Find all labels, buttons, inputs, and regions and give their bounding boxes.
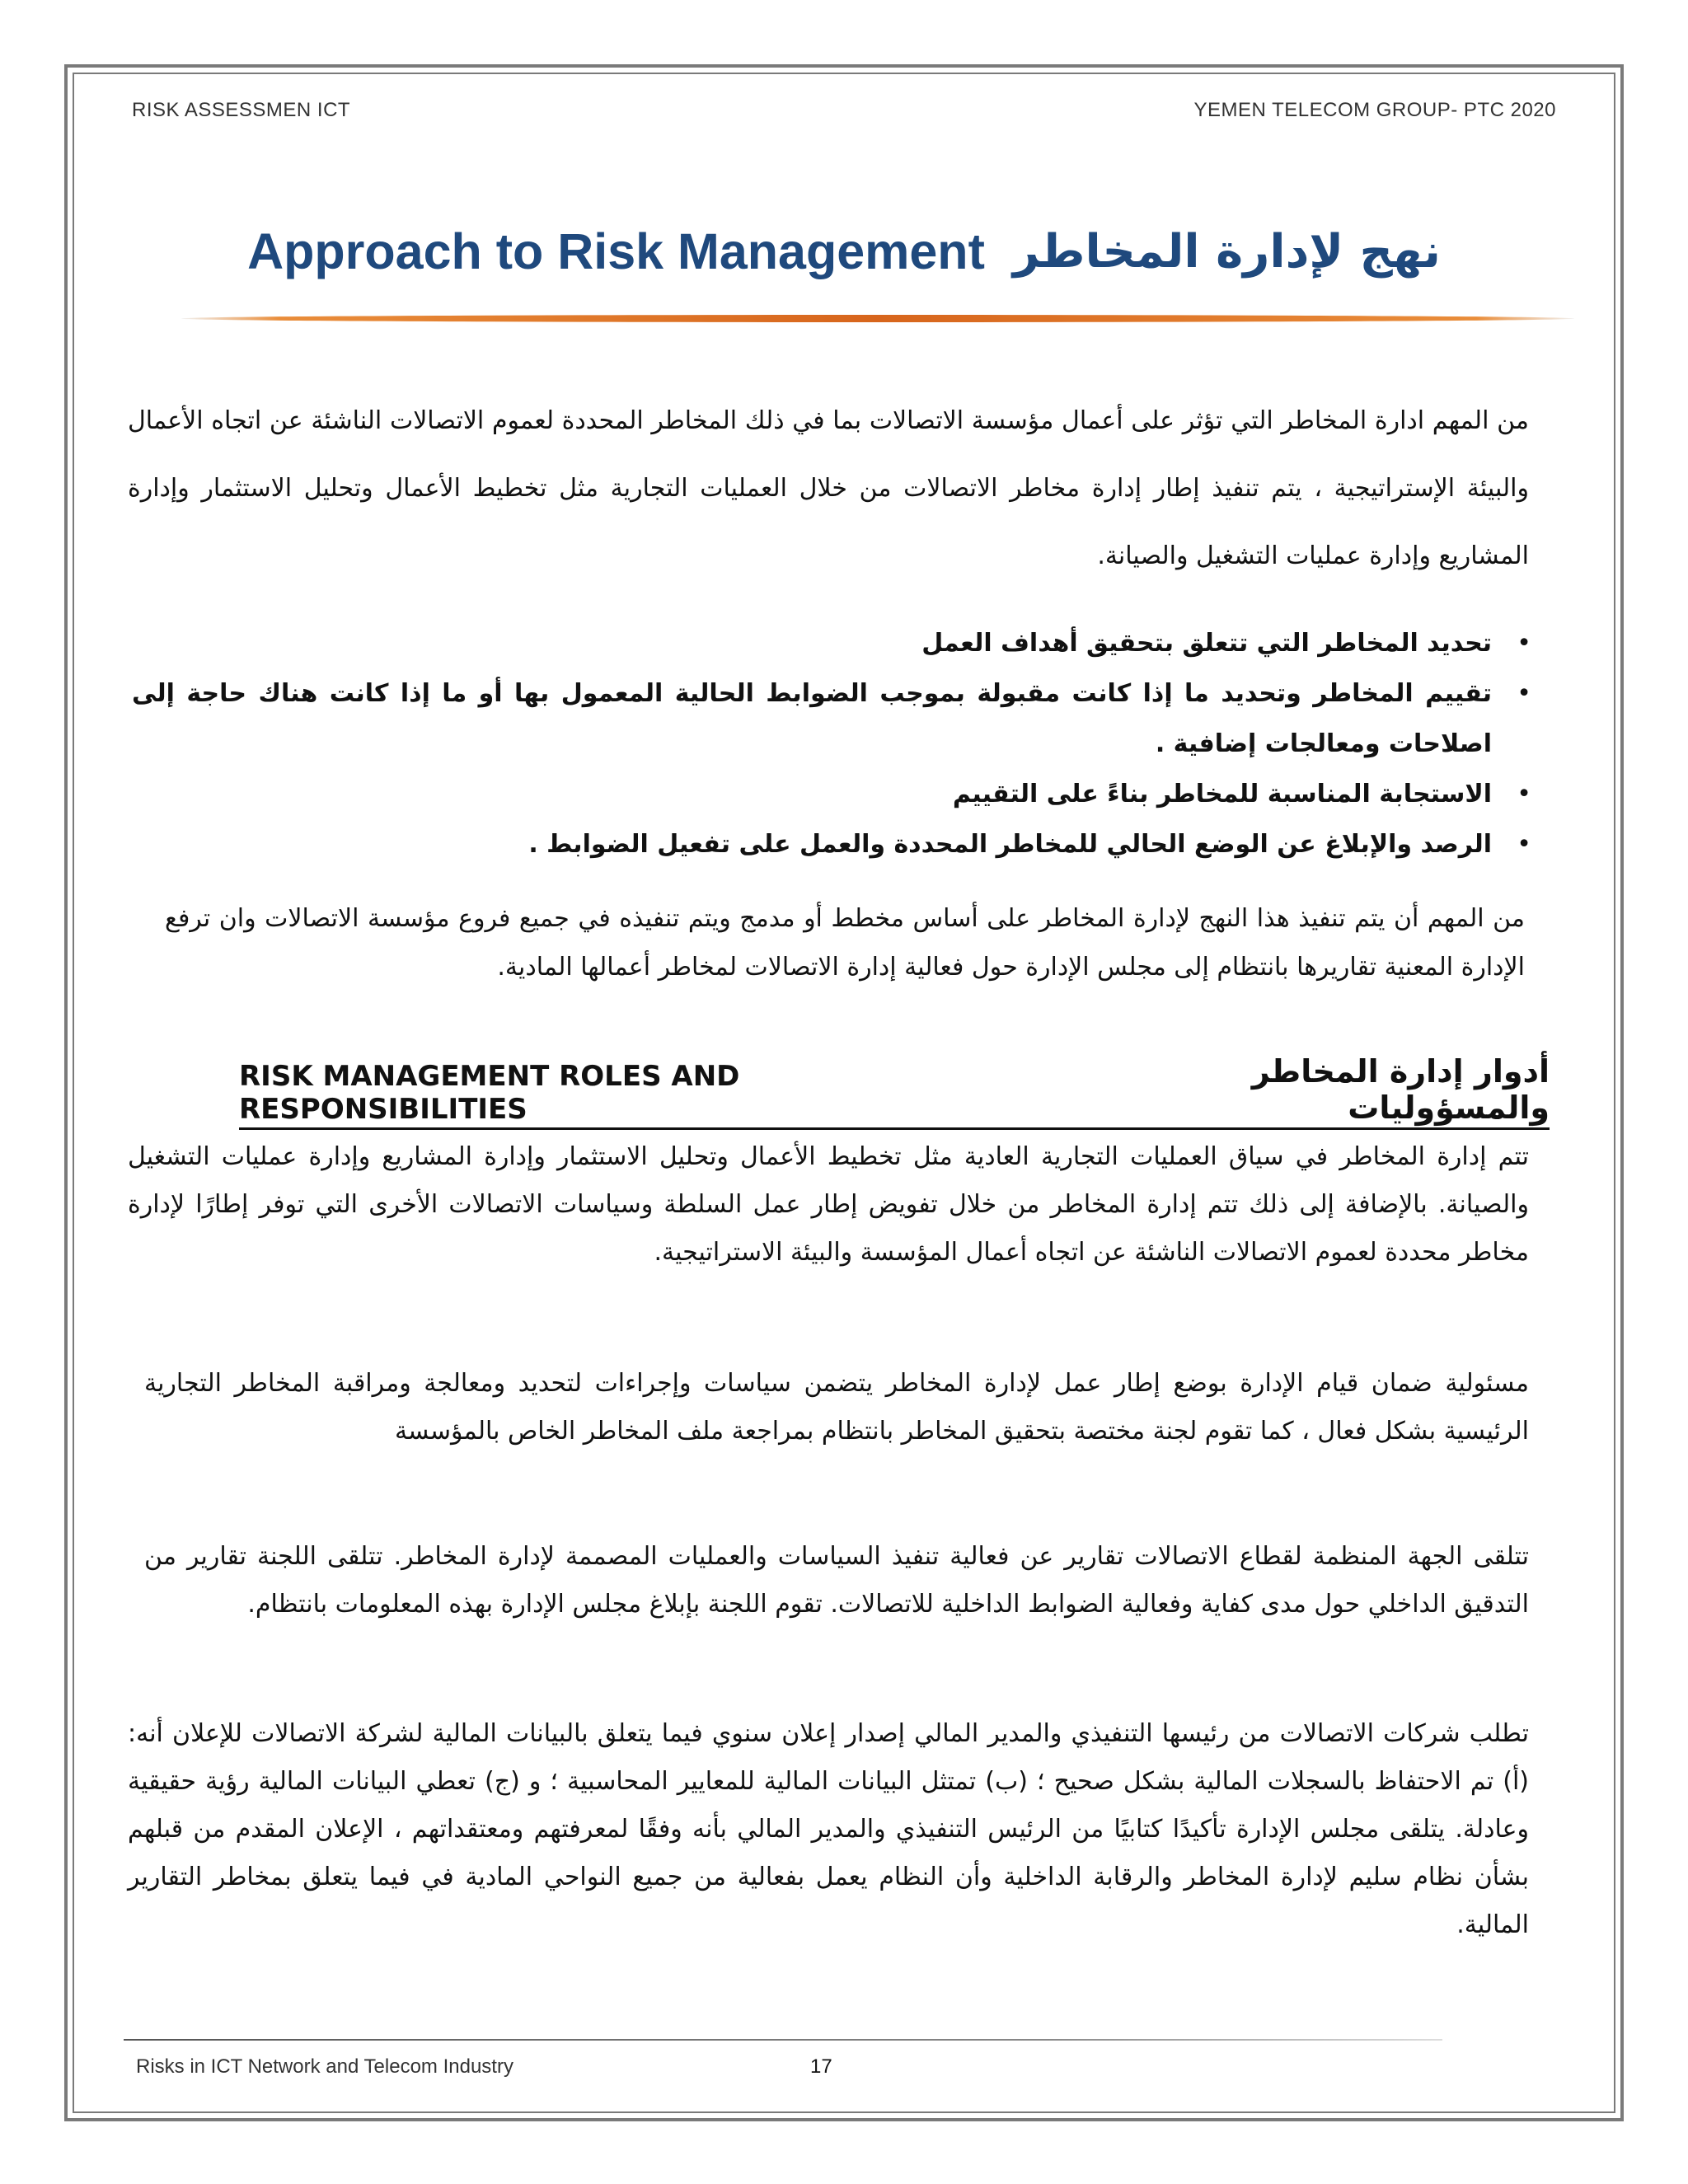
list-item: • الاستجابة المناسبة للمخاطر بناءً على التقييم (132, 769, 1492, 819)
page-number: 17 (810, 2055, 832, 2078)
header-right: YEMEN TELECOM GROUP- PTC 2020 (1193, 99, 1556, 121)
footer-title: Risks in ICT Network and Telecom Industry (136, 2055, 513, 2078)
title-arabic: نهج لإدارة المخاطر (1012, 224, 1441, 279)
roles-paragraph-4: تطلب شركات الاتصالات من رئيسها التنفيذي والمدير المالي إصدار إعلان سنوي فيما يتعلق بالبيانات المالية لشركة الاتصالات للإعلان أنه: (أ) تم الاحتفاظ بالسجلات المالية بشكل صحيح ؛ (ب) تمتثل البيانات المالية للمعايير المحاسبية ؛ و (ج) تعطي البيانات المالية رؤية حقيقية وعادلة. يتلقى مجلس الإدارة تأكيدًا كتابيًا من الرئيس التنفيذي والمدير المالي بأنه وفقًا لمعرفتهم ومعتقداتهم ، الإعلان المقدم من قبلهم بشأن نظام سليم لإدارة المخاطر والرقابة الداخلية وأن النظام يعمل بفعالية من جميع النواحي المادية في فيما يتعلق بمخاطر التقارير المالية. (128, 1719, 1529, 1939)
section-heading-arabic: أدوار إدارة المخاطر والمسؤوليات (1251, 1053, 1550, 1126)
list-item: • تقييم المخاطر وتحديد ما إذا كانت مقبولة بموجب الضوابط الحالية المعمول بها أو ما إذا كانت هناك حاجة إلى اصلاحات ومعالجات إضافية . (132, 668, 1492, 769)
section-heading-english: RISK MANAGEMENT ROLES AND RESPONSIBILITIES (239, 1060, 740, 1126)
section-heading (239, 1053, 1550, 1130)
page-title (107, 210, 1581, 293)
objectives-list (132, 618, 1535, 869)
roles-paragraph-2: مسئولية ضمان قيام الإدارة بوضع إطار عمل لإدارة المخاطر يتضمن سياسات وإجراءات لتحديد ومعالجة ومراقبة المخاطر التجارية الرئيسية بشكل فعال ، كما تقوم لجنة مختصة بتحقيق المخاطر بانتظام بمراجعة ملف المخاطر الخاص بالمؤسسة (144, 1369, 1529, 1446)
roles-paragraph-3: تتلقى الجهة المنظمة لقطاع الاتصالات تقارير عن فعالية تنفيذ السياسات والعمليات المصممة لإدارة المخاطر. تتلقى اللجنة تقارير من التدقيق الداخلي حول مدى كفاية وفعالية الضوابط الداخلية للاتصالات. تقوم اللجنة بإبلاغ مجلس الإدارة بهذه المعلومات بانتظام. (144, 1542, 1529, 1619)
title-english: Approach to Risk Management (247, 223, 985, 279)
header-left: RISK ASSESSMEN ICT (132, 99, 351, 121)
list-item: • الرصد والإبلاغ عن الوضع الحالي للمخاطر المحددة والعمل على تفعيل الضوابط . (132, 819, 1492, 869)
list-item: • تحديد المخاطر التي تتعلق بتحقيق أهداف العمل (132, 618, 1492, 668)
intro-paragraph: من المهم ادارة المخاطر التي تؤثر على أعمال مؤسسة الاتصالات بما في ذلك المخاطر المحددة لعموم الاتصالات الناشئة عن اتجاه الأعمال والبيئة الإستراتيجية ، يتم تنفيذ إطار إدارة مخاطر الاتصالات من خلال العمليات التجارية مثل تخطيط الأعمال وتحليل الاستثمار وإدارة المشاريع وإدارة عمليات التشغيل والصيانة. (128, 406, 1529, 570)
implementation-paragraph: من المهم أن يتم تنفيذ هذا النهج لإدارة المخاطر على أساس مخطط أو مدمج ويتم تنفيذه في جميع فروع مؤسسة الاتصالات وان ترفع الإدارة المعنية تقاريرها بانتظام إلى مجلس الإدارة حول فعالية إدارة الاتصالات لمخاطر أعمالها المادية. (165, 904, 1525, 982)
roles-paragraph-1: تتم إدارة المخاطر في سياق العمليات التجارية العادية مثل تخطيط الأعمال وتحليل الاستثمار وإدارة المشاريع وإدارة عمليات التشغيل والصيانة. بالإضافة إلى ذلك تتم إدارة المخاطر من خلال تفويض إطار عمل السلطة وسياسات الاتصالات الأخرى التي توفر إطارًا لإدارة مخاطر محددة لعموم الاتصالات الناشئة عن اتجاه أعمال المؤسسة والبيئة الاستراتيجية. (128, 1142, 1529, 1267)
title-divider (181, 315, 1574, 322)
footer-divider (124, 2039, 1442, 2041)
